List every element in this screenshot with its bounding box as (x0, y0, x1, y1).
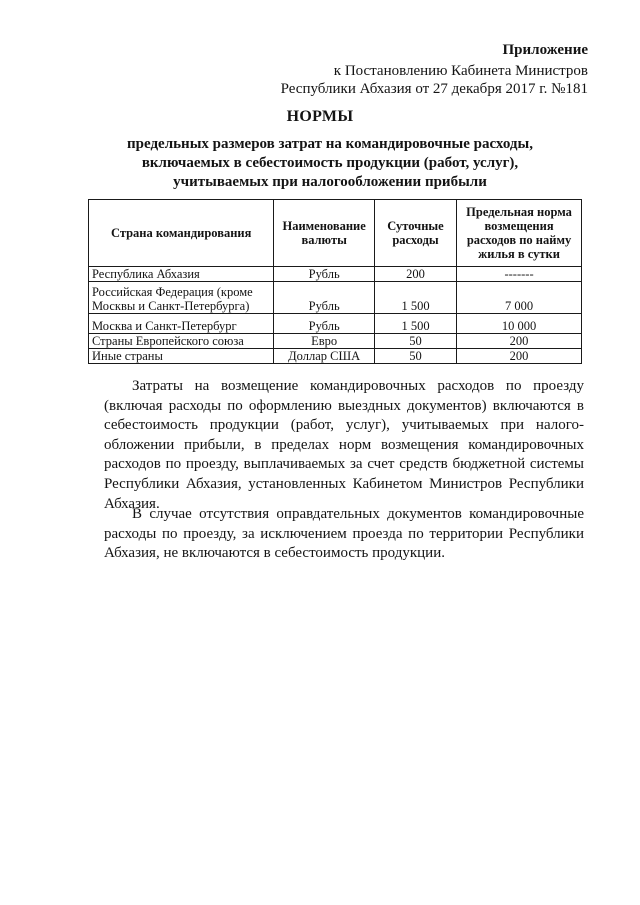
cell-country: Страны Европейского союза (89, 334, 274, 349)
cell-lodging: 10 000 (457, 314, 582, 334)
table-row (89, 349, 582, 364)
appendix-title: Приложение (502, 42, 588, 58)
header-lodging: Предельная норма возмещения расходов по найму жилья в сутки (457, 200, 582, 267)
cell-country: Москва и Санкт-Петербург (89, 314, 274, 334)
subtitle-line-2: включаемых в себестоимость продукции (работ, услуг), (141, 155, 519, 171)
document-title: НОРМЫ (286, 108, 354, 125)
cell-daily: 50 (374, 349, 456, 364)
cell-country: Российская Федерация (кроме Москвы и Санкт-Петербурга) (89, 282, 274, 314)
appendix-decree-line: к Постановлению Кабинета Министров (333, 63, 588, 79)
cell-currency: Рубль (274, 314, 375, 334)
subtitle-line-1: предельных размеров затрат на командировочные расходы, (127, 136, 533, 152)
cell-currency: Рубль (274, 282, 375, 314)
paragraph-expenses: Затраты на возмещение командировочных расходов по проезду (включая расходы по оформлению выездных документов) включаются в себестоимость продукции (работ, услуг), учитываемых при налого-обложении прибыли, в пределах норм возмещения командировочных расходов по проезду, выплачиваемых за счет средств бюджетной системы Республики Абхазия, установленных Кабинетом Министров Республики Абхазия. (104, 378, 584, 512)
cell-currency: Евро (274, 334, 375, 349)
cell-lodging: 200 (457, 349, 582, 364)
cell-country: Республика Абхазия (89, 267, 274, 282)
table-row (89, 334, 582, 349)
cell-currency: Доллар США (274, 349, 375, 364)
norms-table (88, 199, 582, 364)
paragraph-no-documents: В случае отсутствия оправдательных документов командировочные расходы по проезду, за исключением проезда по территории Республики Абхазия, не включаются в себестоимость продукции. (104, 506, 584, 562)
cell-country: Иные страны (89, 349, 274, 364)
cell-daily: 200 (374, 267, 456, 282)
cell-lodging: ------- (457, 267, 582, 282)
cell-lodging: 7 000 (457, 282, 582, 314)
header-country: Страна командирования (89, 200, 274, 267)
cell-lodging: 200 (457, 334, 582, 349)
cell-currency: Рубль (274, 267, 375, 282)
table-row (89, 282, 582, 314)
header-currency: Наименование валюты (274, 200, 375, 267)
cell-daily: 1 500 (374, 282, 456, 314)
table-row (89, 314, 582, 334)
header-daily: Суточные расходы (374, 200, 456, 267)
cell-daily: 1 500 (374, 314, 456, 334)
table-header-row (89, 200, 582, 267)
subtitle-line-3: учитываемых при налогообложении прибыли (173, 174, 487, 190)
table-row (89, 267, 582, 282)
appendix-date-line: Республики Абхазия от 27 декабря 2017 г. №181 (280, 81, 588, 97)
cell-daily: 50 (374, 334, 456, 349)
